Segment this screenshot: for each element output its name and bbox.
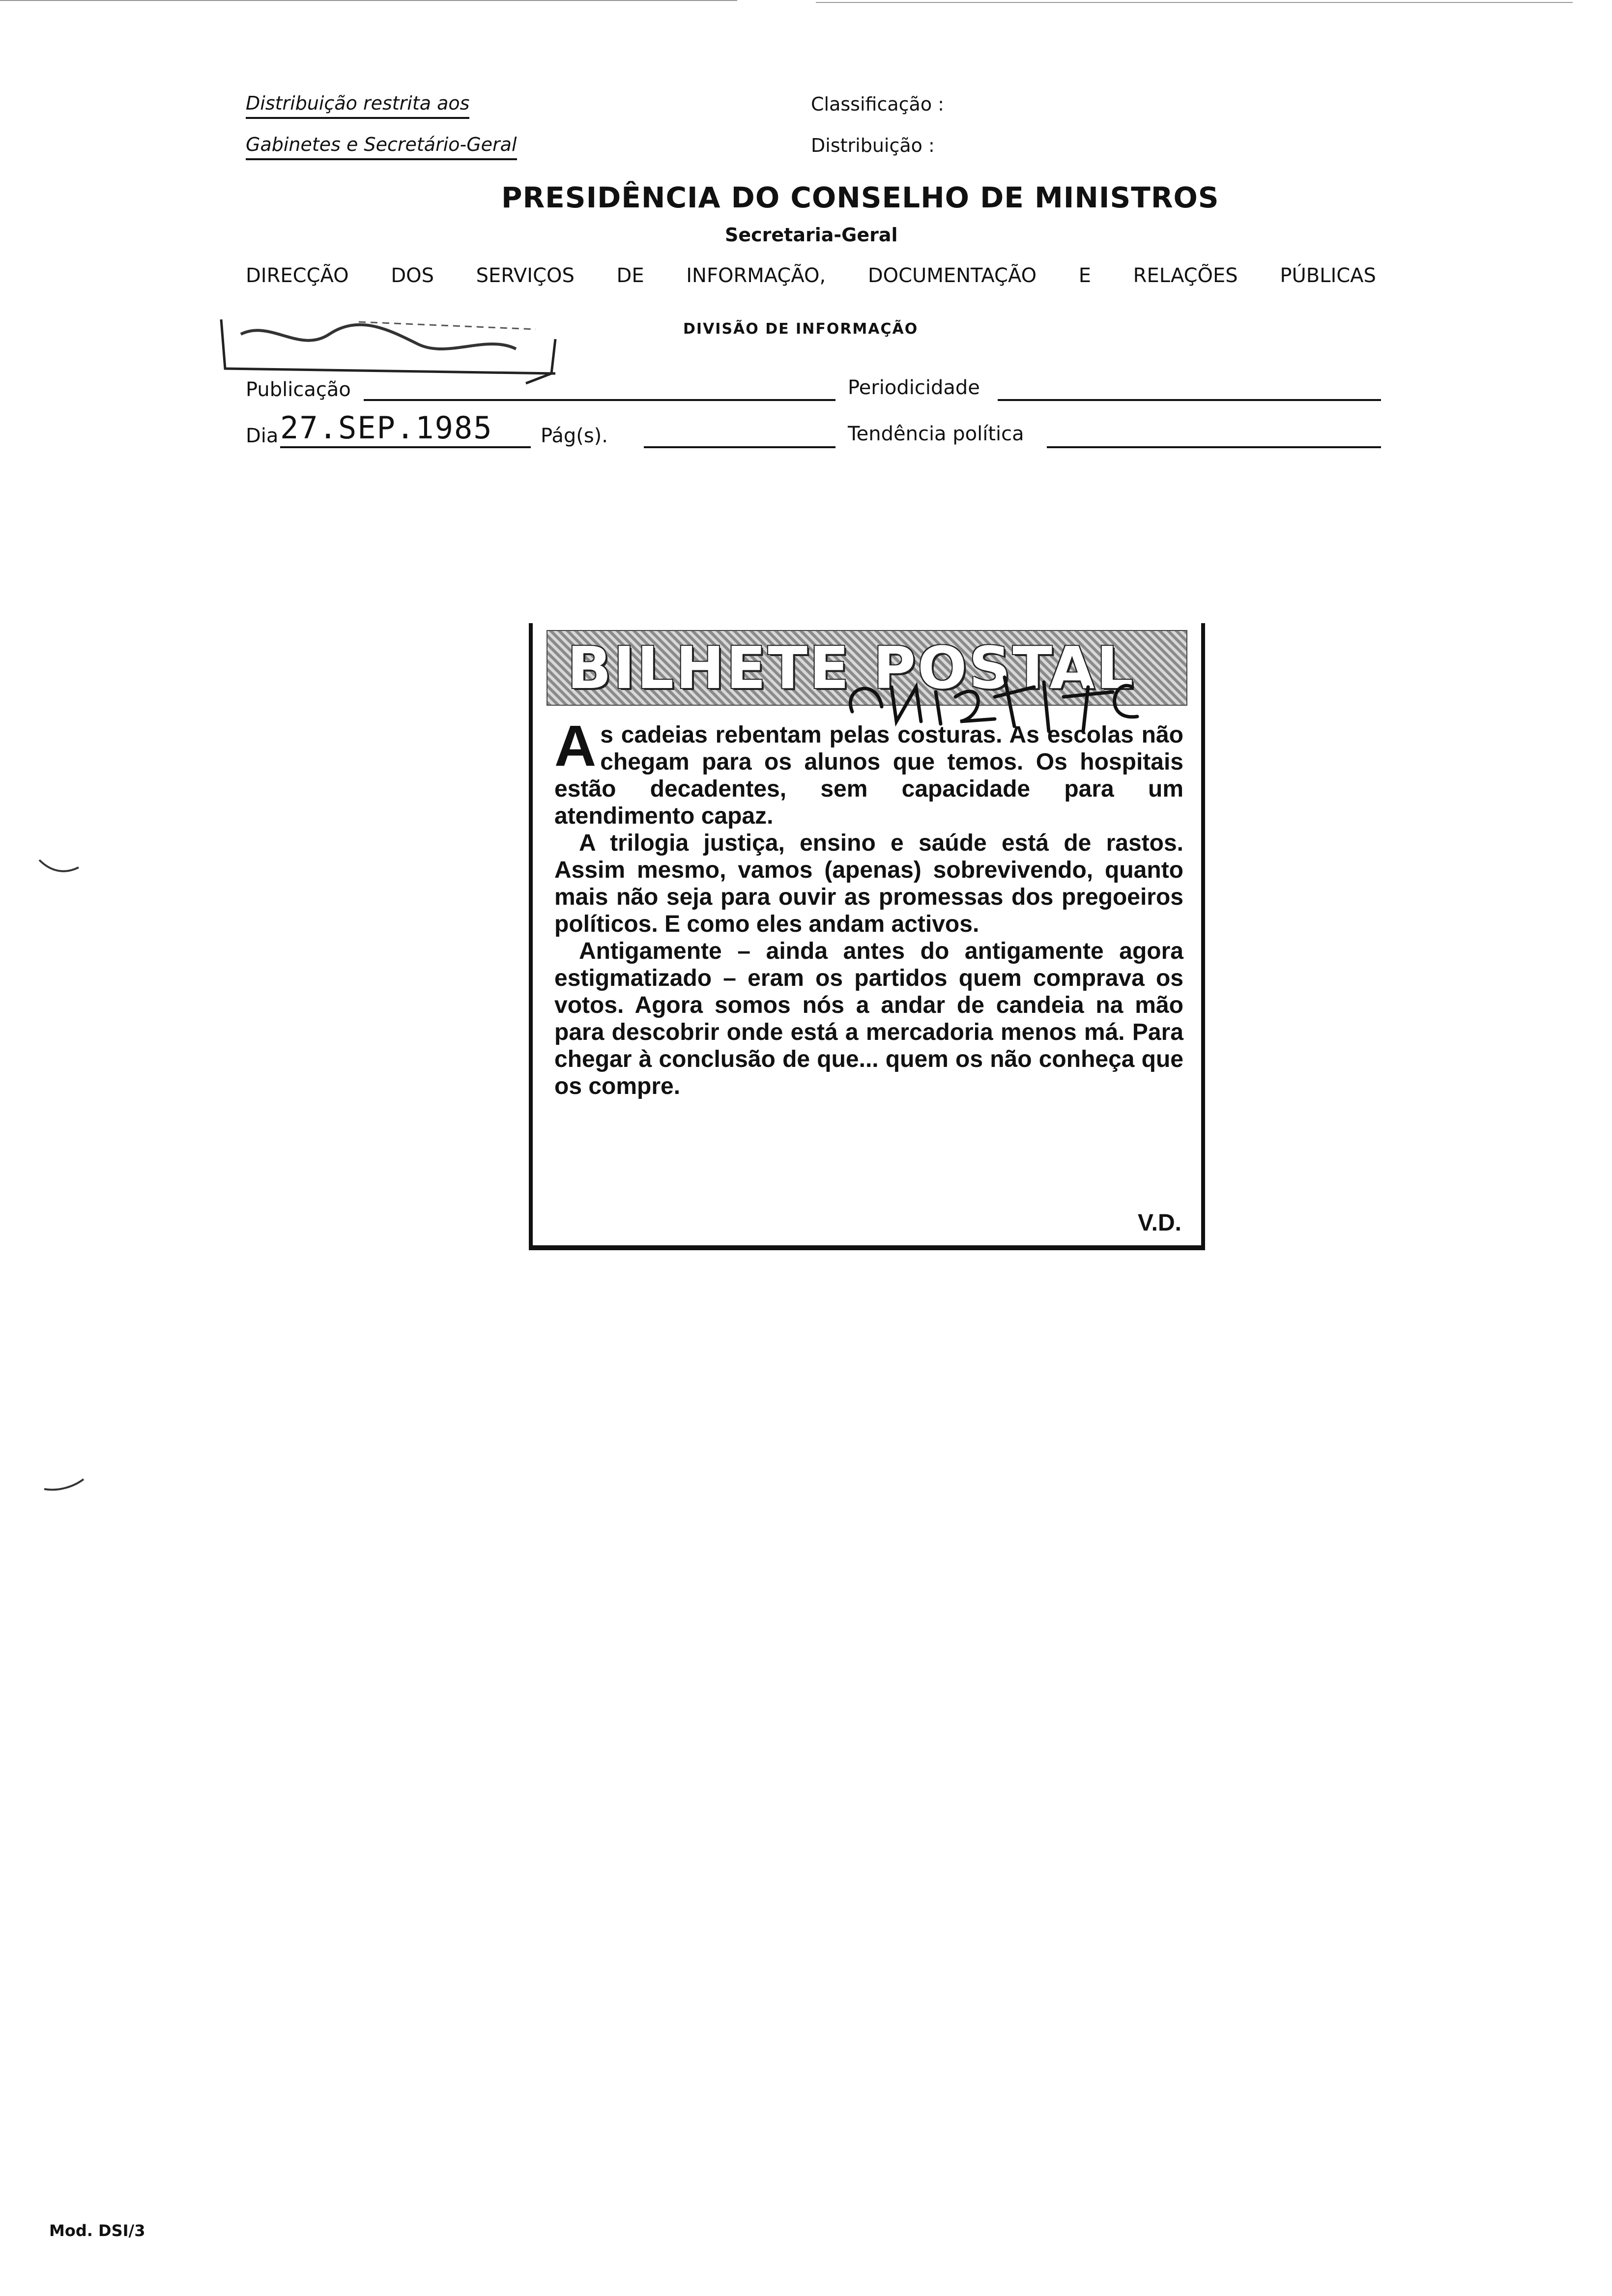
scan-edge-line	[0, 0, 737, 1]
periodicidade-label: Periodicidade	[848, 376, 980, 399]
restricted-distribution-line1: Distribuição restrita aos	[246, 92, 469, 119]
directorate-word: PÚBLICAS	[1280, 264, 1376, 287]
directorate-word: SERVIÇOS	[476, 264, 575, 287]
classificacao-label: Classificação :	[811, 93, 944, 115]
page-title: PRESIDÊNCIA DO CONSELHO DE MINISTROS	[501, 181, 1219, 214]
scan-mark-icon	[34, 850, 84, 880]
directorate-word: INFORMAÇÃO,	[686, 264, 826, 287]
tendencia-label: Tendência política	[848, 423, 1024, 445]
directorate-word: DE	[616, 264, 644, 287]
article-dropcap: A	[554, 714, 597, 778]
scan-edge-line	[816, 2, 1573, 3]
tendencia-line	[1047, 446, 1381, 448]
directorate-word: DOCUMENTAÇÃO	[867, 264, 1037, 287]
article-paragraph: As cadeias rebentam pelas costuras. As escolas não chegam para os alunos que temos. Os hospitais estão decadentes, sem capacidade para um atendimento capaz.	[554, 714, 1183, 829]
article-paragraph: A trilogia justiça, ensino e saúde está de rastos. Assim mesmo, vamos (apenas) sobrevivendo, quanto mais não seja para ouvir as promessas dos pregoeiros políticos. E como eles andam activos.	[554, 830, 1183, 937]
periodicidade-line	[998, 399, 1381, 401]
directorate-word: E	[1078, 264, 1092, 287]
directorate-word: DOS	[391, 264, 434, 287]
directorate-line	[246, 264, 1376, 287]
clipping-banner-title: BILHETE POSTAL	[567, 634, 1136, 702]
pags-line	[644, 446, 835, 448]
dia-label: Dia	[246, 425, 279, 447]
directorate-word: DIRECÇÃO	[246, 264, 349, 287]
division-label: DIVISÃO DE INFORMAÇÃO	[683, 320, 919, 338]
form-code: Mod. DSI/3	[49, 2221, 145, 2240]
clipping-article	[554, 714, 1183, 1100]
page-subtitle: Secretaria-Geral	[725, 224, 898, 246]
dia-line	[280, 446, 531, 448]
article-paragraph: Antigamente – ainda antes do antigamente agora estigmatizado – eram os partidos quem comprava os votos. Agora somos nós a andar de candeia na mão para descobrir onde está a mercadoria menos má. Para chegar à conclusão de que... quem os não conheça que os compre.	[554, 938, 1183, 1099]
newspaper-clipping	[529, 623, 1205, 1250]
publicacao-line	[364, 399, 835, 401]
dia-value: 27.SEP.1985	[280, 410, 493, 446]
directorate-word: RELAÇÕES	[1133, 264, 1238, 287]
restricted-distribution-line2: Gabinetes e Secretário-Geral	[246, 134, 517, 160]
pags-label: Pág(s).	[541, 425, 608, 447]
scan-mark-icon	[39, 1469, 88, 1499]
article-signature: V.D.	[1138, 1210, 1181, 1236]
publicacao-label: Publicação	[246, 378, 351, 401]
distribuicao-label: Distribuição :	[811, 135, 935, 156]
